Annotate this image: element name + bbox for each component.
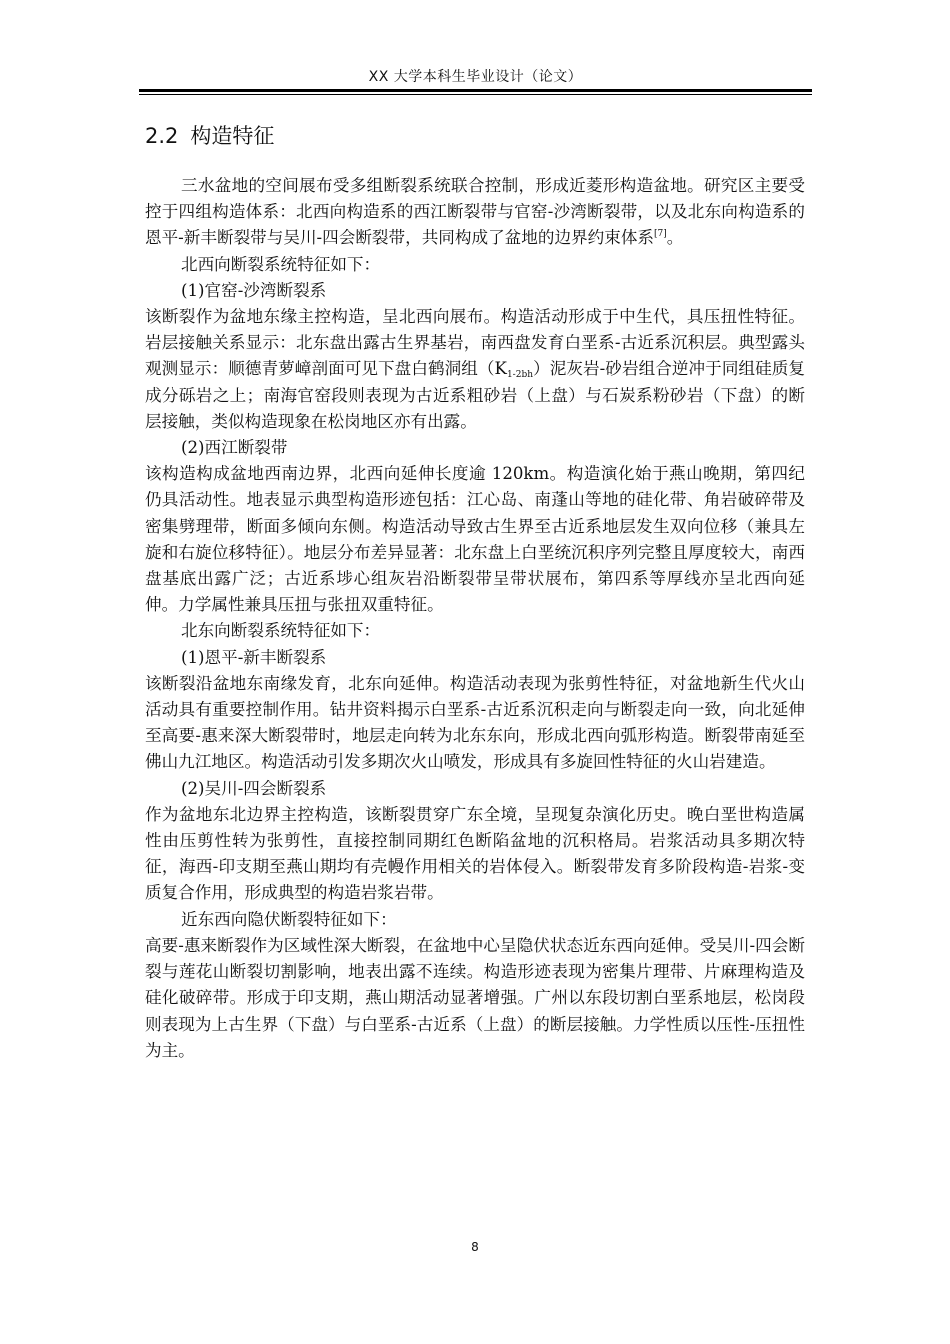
section-heading	[145, 120, 274, 150]
nw1-paragraph	[145, 304, 805, 435]
nw-heading: 北西向断裂系统特征如下：	[181, 254, 381, 274]
ne-heading: 北东向断裂系统特征如下：	[181, 621, 381, 641]
nw1-subscript: 1-2bh	[506, 370, 534, 381]
intro-end: 。	[666, 228, 684, 248]
running-header: XX 大学本科生毕业设计（论文）	[368, 69, 583, 85]
ew-heading: 近东西向隐伏断裂特征如下：	[181, 909, 397, 929]
section-title: 构造特征	[190, 124, 275, 148]
citation-ref: [7]	[654, 229, 667, 240]
nw1-title: (1)官窑-沙湾断裂系	[181, 280, 327, 300]
ne1-title: (1)恩平-新丰断裂系	[181, 647, 327, 667]
nw2-title: (2)西江断裂带	[181, 438, 288, 458]
section-number: 2.2	[145, 124, 179, 148]
body-text	[145, 173, 805, 1064]
header-rule-thin	[139, 94, 812, 95]
ne2-title: (2)吴川-四会断裂系	[181, 778, 327, 798]
nw1-text-b: ）泥灰岩-砂岩组合逆冲于同组硅质复成分砾岩之上；南海官窑段则表现为古近系粗砂岩（上盘）与石炭系粉砂岩（下盘）的断层接触，类似构造现象在松岗地区亦有出露。	[145, 359, 805, 431]
page-number: 8	[471, 1240, 479, 1254]
nw2-paragraph: 该构造构成盆地西南边界，北西向延伸长度逾 120km。构造演化始于燕山晚期，第四纪仍具活动性。地表显示典型构造形迹包括：江心岛、南蓬山等地的硅化带、角岩破碎带及密集劈理带，断面多倾向东侧。构造活动导致古生界至古近系地层发生双向位移（兼具左旋和右旋位移特征）。地层分布差异显著：北东盘上白垩统沉积序列完整且厚度较大，南西盘基底出露广泛；古近系埗心组灰岩沿断裂带呈带状展布，第四系等厚线亦呈北西向延伸。力学属性兼具压扭与张扭双重特征。	[145, 464, 805, 615]
header-rule	[139, 89, 812, 92]
intro-paragraph	[145, 173, 805, 252]
ne2-paragraph: 作为盆地东北边界主控构造，该断裂贯穿广东全境，呈现复杂演化历史。晚白垩世构造属性由压剪性转为张剪性，直接控制同期红色断陷盆地的沉积格局。岩浆活动具多期次特征，海西-印支期至燕山期均有壳幔作用相关的岩体侵入。断裂带发育多阶段构造-岩浆-变质复合作用，形成典型的构造岩浆岩带。	[145, 804, 805, 903]
intro-text: 三水盆地的空间展布受多组断裂系统联合控制，形成近菱形构造盆地。研究区主要受控于四组构造体系：北西向构造系的西江断裂带与官窑-沙湾断裂带，以及北东向构造系的恩平-新丰断裂带与吴川-四会断裂带，共同构成了盆地的边界约束体系	[145, 176, 805, 248]
nw1-text-a: 该断裂作为盆地东缘主控构造，呈北西向展布。构造活动形成于中生代，具压扭性特征。岩层接触关系显示：北东盘出露古生界基岩，南西盘发育白垩系-古近系沉积层。典型露头观测显示：顺德青萝嶂剖面可见下盘白鹤洞组（K	[145, 307, 805, 379]
ew-paragraph: 高要-惠来断裂作为区域性深大断裂，在盆地中心呈隐伏状态近东西向延伸。受吴川-四会断裂与莲花山断裂切割影响，地表出露不连续。构造形迹表现为密集片理带、片麻理构造及硅化破碎带。形成于印支期，燕山期活动显著增强。广州以东段切割白垩系地层，松岗段则表现为上古生界（下盘）与白垩系-古近系（上盘）的断层接触。力学性质以压性-压扭性为主。	[145, 935, 805, 1060]
ne1-paragraph: 该断裂沿盆地东南缘发育，北东向延伸。构造活动表现为张剪性特征，对盆地新生代火山活动具有重要控制作用。钻井资料揭示白垩系-古近系沉积走向与断裂走向一致，向北延伸至高要-惠来深大断裂带时，地层走向转为北东东向，形成北西向弧形构造。断裂带南延至佛山九江地区。构造活动引发多期次火山喷发，形成具有多旋回性特征的火山岩建造。	[145, 673, 805, 772]
